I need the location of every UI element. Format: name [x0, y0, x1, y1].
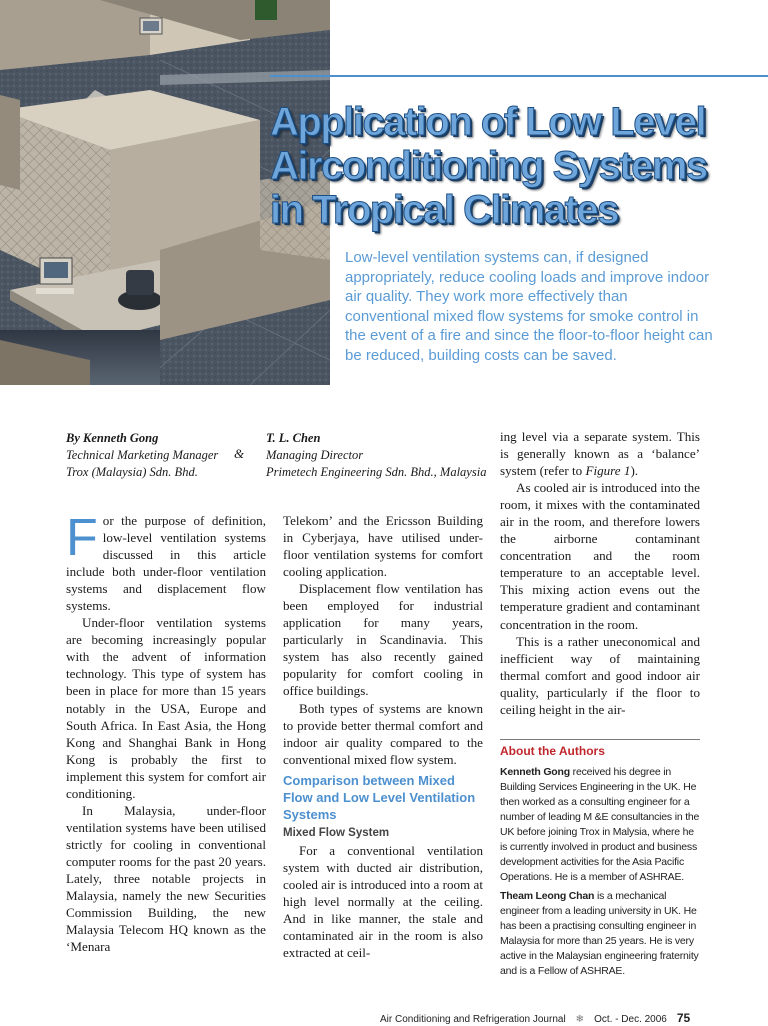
- author-2-name: T. L. Chen: [266, 431, 321, 445]
- author-1-role: Technical Marketing Manager: [66, 448, 219, 462]
- author-bio-2: Theam Leong Chan is a mechanical engineer from a leading university in UK. He has been a practising consulting engineer in Malaysia for more than 25 years. He is very active in the Malaysian engineering fraternity and is a Fellow of ASHRAE.: [500, 890, 699, 977]
- issue-date: Oct. - Dec. 2006: [594, 1014, 667, 1025]
- author-bio-1: Kenneth Gong received his degree in Building Services Engineering in the UK. He then worked as a consulting engineer for a number of leading M &E consultancies in the UK before joining Trox in Malysia, where he is currently involved in product and business development activities for the Asia Pacific Operations. He is a member of ASHRAE.: [500, 766, 700, 883]
- body-column-3: [500, 428, 700, 718]
- author-1-name: By Kenneth Gong: [66, 431, 159, 445]
- snowflake-icon: ❄: [575, 1014, 585, 1025]
- title-line-2: Airconditioning Systems: [270, 144, 707, 188]
- drop-cap: F: [66, 509, 98, 567]
- paragraph: For a conventional ventilation system with ducted air distribution, cooled air is introduced into a room at high level normally at the ceiling. And in like manner, the stale and contaminated air in the room is also extracted at ceil-: [283, 842, 483, 960]
- paragraph: Both types of systems are known to provide better thermal comfort and indoor air quality compared to the conventional mixed flow system.: [283, 700, 483, 767]
- author-1-company: Trox (Malaysia) Sdn. Bhd.: [66, 465, 198, 479]
- byline-ampersand: &: [234, 446, 245, 461]
- author-2-role: Managing Director: [266, 448, 364, 462]
- header-rule: [270, 75, 768, 77]
- page-number: 75: [676, 1011, 691, 1025]
- about-heading: About the Authors: [500, 744, 605, 758]
- paragraph: Telekom’ and the Ericsson Building in Cyberjaya, have utilised under-floor ventilation systems for comfort cooling application.: [283, 513, 483, 580]
- paragraph: Under-floor ventilation systems are becoming increasingly popular with the advent of information technology. This type of system has been in place for more than 15 years notably in the USA, Europe and South Africa. In East Asia, the Hong Kong and Shanghai Bank in Hong Kong is probably the first to implement this system for comfort air conditioning.: [66, 615, 266, 801]
- journal-name: Air Conditioning and Refrigeration Journal: [380, 1014, 566, 1025]
- title-line-3: in Tropical Climates: [270, 188, 618, 232]
- byline-author-1: [66, 430, 236, 481]
- body-column-1: [66, 509, 266, 955]
- paragraph: This is a rather uneconomical and inefficient way of maintaining thermal comfort and good indoor air quality, particularly if the floor to ceiling height in the air-: [500, 633, 700, 717]
- subsection-heading: Mixed Flow System: [283, 826, 390, 839]
- article-standfirst: Low-level ventilation systems can, if designed appropriately, reduce cooling loads and improve indoor air quality. They work more effectively than conventional mixed flow systems for smoke control in the event of a fire and since the floor-to-floor height can be reduced, building costs can be saved.: [345, 249, 713, 364]
- body-column-2: [283, 512, 483, 961]
- paragraph: For the purpose of definition, low-level ventilation systems discussed in this article include both under-floor ventilation systems and displacement flow systems.: [66, 509, 266, 614]
- paragraph: In Malaysia, under-floor ventilation systems have been utilised strictly for cooling in conventional computer rooms for the past 20 years. Lately, three notable projects in Malaysia, namely the new Securities Commission Building, the new Malaysia Telecom HQ known as the ‘Menara: [66, 802, 266, 955]
- about-divider: [500, 739, 700, 740]
- article-title: [270, 100, 750, 232]
- paragraph: ing level via a separate system. This is generally known as a ‘balance’ system (refer to Figure 1).: [500, 429, 700, 479]
- title-line-1: Application of Low Level: [270, 100, 706, 144]
- byline-author-2: [266, 430, 491, 481]
- about-the-authors-box: [500, 744, 700, 983]
- paragraph: As cooled air is introduced into the room, it mixes with the contaminated air in the room, and therefore lowers the airborne contaminant concentration and the room temperature to an acceptable level. This mixing action evens out the temperature gradient and contaminant concentration in the room.: [500, 480, 700, 632]
- figure-reference: Figure 1: [585, 463, 631, 479]
- section-heading: Comparison between Mixed Flow and Low Level Ventilation Systems: [283, 772, 476, 822]
- author-2-company: Primetech Engineering Sdn. Bhd., Malaysia: [266, 465, 487, 479]
- paragraph: Displacement flow ventilation has been employed for industrial application for many years, particularly in Scandinavia. This system has also recently gained popularity for comfort cooling in office buildings.: [283, 581, 483, 699]
